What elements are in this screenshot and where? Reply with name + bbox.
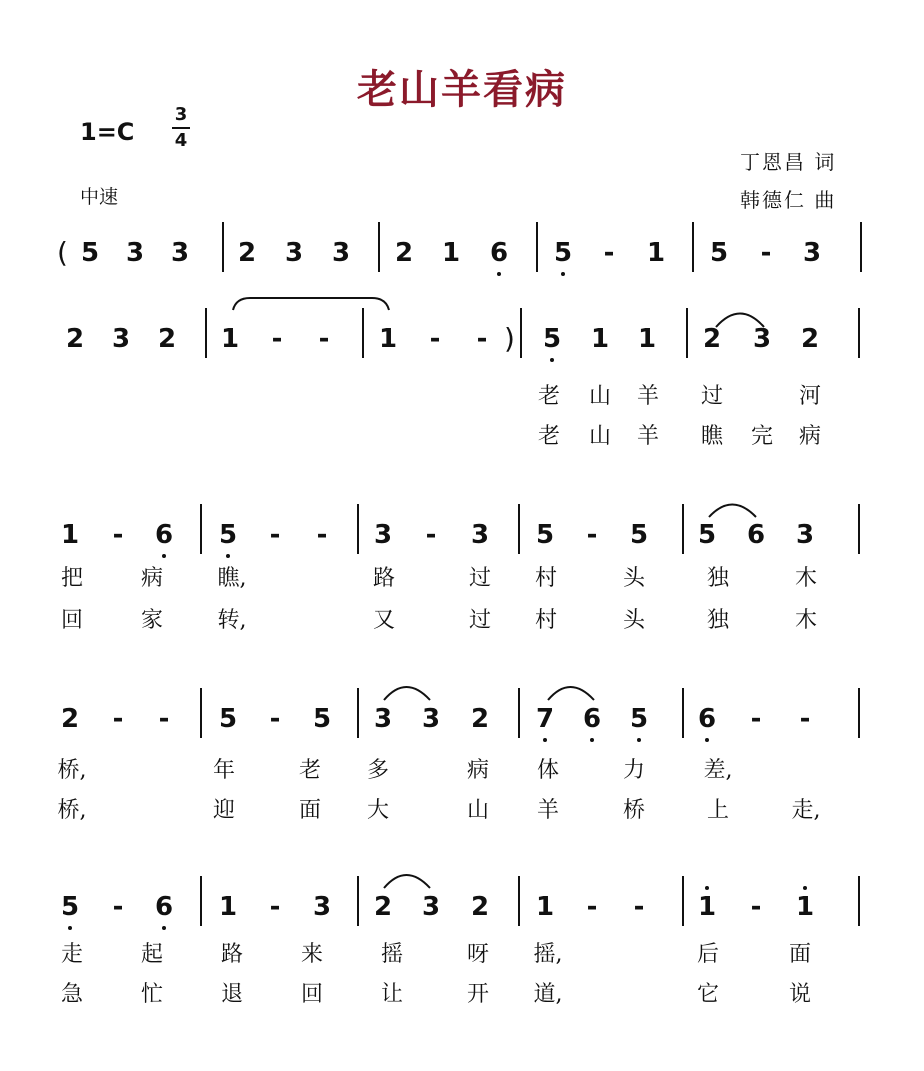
jianpu-note: 5 [629, 704, 649, 734]
jianpu-note: 5 [218, 704, 238, 734]
jianpu-note: 2 [470, 704, 490, 734]
lyric-syllable: 过 [468, 608, 491, 633]
lyric-syllable: 回 [60, 608, 83, 633]
lyric-syllable: 退 [220, 982, 243, 1007]
lyric-syllable: 又 [372, 608, 395, 633]
jianpu-note: 3 [795, 520, 815, 550]
lyric-syllable: 转, [217, 608, 247, 633]
lyric-syllable: 起 [140, 942, 163, 967]
lyric-syllable: 桥, [57, 798, 87, 823]
lyric-syllable: 独 [706, 566, 729, 591]
lyric-syllable: 头 [622, 566, 645, 591]
jianpu-note: 6 [154, 892, 174, 922]
jianpu-note: 5 [629, 520, 649, 550]
lyric-syllable: 来 [300, 942, 323, 967]
lyric-syllable: 迎 [212, 798, 235, 823]
lyric-syllable: 村 [534, 566, 557, 591]
jianpu-note: 5 [312, 704, 332, 734]
lyric-syllable: 瞧 [700, 424, 723, 449]
jianpu-note: 1 [590, 324, 610, 354]
lyric-syllable: 羊 [536, 798, 559, 823]
lyric-syllable: 它 [696, 982, 719, 1007]
song-title: 老山羊看病 [357, 67, 567, 113]
lyric-syllable: 走, [791, 798, 821, 823]
lyric-syllable: 病 [466, 758, 489, 783]
lyric-syllable: 摇, [533, 942, 563, 967]
sustain-dash: - [760, 238, 772, 268]
key-signature: 1=C [80, 118, 135, 146]
jianpu-note: 6 [489, 238, 509, 268]
lyric-syllable: 忙 [140, 982, 163, 1007]
jianpu-note: 3 [373, 520, 393, 550]
lyric-syllable: 大 [366, 798, 389, 823]
lyric-syllable: 上 [706, 798, 729, 823]
jianpu-note: 1 [220, 324, 240, 354]
jianpu-note: 1 [795, 892, 815, 922]
paren: ( [57, 236, 68, 269]
jianpu-note: 3 [802, 238, 822, 268]
lyric-syllable: 桥, [57, 758, 87, 783]
lyric-syllable: 头 [622, 608, 645, 633]
slur-arc [384, 687, 430, 700]
slur-arc [384, 875, 430, 888]
jianpu-note: 5 [553, 238, 573, 268]
lyric-syllable: 山 [588, 384, 611, 409]
lyric-syllable: 家 [140, 608, 163, 633]
lyric-syllable: 摇 [380, 942, 403, 967]
lyric-syllable: 开 [466, 982, 489, 1007]
lyric-syllable: 羊 [636, 384, 659, 409]
jianpu-note: 2 [60, 704, 80, 734]
jianpu-note: 6 [746, 520, 766, 550]
jianpu-note: 2 [702, 324, 722, 354]
lyric-syllable: 病 [798, 424, 821, 449]
sustain-dash: - [112, 520, 124, 550]
jianpu-note: 6 [697, 704, 717, 734]
lyric-syllable: 面 [788, 942, 811, 967]
jianpu-note: 3 [111, 324, 131, 354]
jianpu-note: 5 [535, 520, 555, 550]
sustain-dash: - [799, 704, 811, 734]
jianpu-note: 1 [697, 892, 717, 922]
lyric-syllable: 独 [706, 608, 729, 633]
jianpu-note: 2 [373, 892, 393, 922]
lyric-syllable: 河 [798, 384, 821, 409]
jianpu-note: 3 [312, 892, 332, 922]
sustain-dash: - [633, 892, 645, 922]
sustain-dash: - [158, 704, 170, 734]
slur-arc [709, 505, 756, 518]
lyric-syllable: 多 [366, 758, 389, 783]
sustain-dash: - [750, 892, 762, 922]
sustain-dash: - [425, 520, 437, 550]
jianpu-note: 2 [65, 324, 85, 354]
sustain-dash: - [318, 324, 330, 354]
lyric-syllable: 过 [700, 384, 723, 409]
lyric-syllable: 后 [696, 942, 719, 967]
lyric-syllable: 木 [794, 608, 817, 633]
lyric-syllable: 回 [300, 982, 323, 1007]
lyric-syllable: 面 [298, 798, 321, 823]
lyric-syllable: 差, [703, 758, 733, 783]
sustain-dash: - [429, 324, 441, 354]
lyric-syllable: 老 [537, 424, 560, 449]
jianpu-note: 7 [535, 704, 555, 734]
lyric-syllable: 过 [468, 566, 491, 591]
jianpu-note: 3 [470, 520, 490, 550]
sustain-dash: - [269, 704, 281, 734]
lyric-syllable: 说 [788, 982, 811, 1007]
sustain-dash: - [316, 520, 328, 550]
lyric-syllable: 力 [622, 758, 645, 783]
paren: ) [504, 322, 515, 355]
lyric-syllable: 桥 [622, 798, 645, 823]
jianpu-note: 5 [218, 520, 238, 550]
jianpu-note: 3 [284, 238, 304, 268]
lyric-syllable: 年 [212, 758, 235, 783]
jianpu-note: 3 [373, 704, 393, 734]
sustain-dash: - [271, 324, 283, 354]
lyric-syllable: 瞧, [217, 566, 247, 591]
jianpu-note: 2 [394, 238, 414, 268]
slur-arc [716, 314, 764, 328]
jianpu-note: 1 [637, 324, 657, 354]
lyric-syllable: 让 [380, 982, 403, 1007]
jianpu-note: 2 [157, 324, 177, 354]
jianpu-note: 5 [60, 892, 80, 922]
jianpu-note: 5 [542, 324, 562, 354]
jianpu-note: 2 [800, 324, 820, 354]
lyric-syllable: 路 [220, 942, 243, 967]
lyric-syllable: 病 [140, 566, 163, 591]
sustain-dash: - [586, 892, 598, 922]
slur-arc [548, 687, 594, 700]
jianpu-note: 1 [378, 324, 398, 354]
lyric-syllable: 木 [794, 566, 817, 591]
jianpu-note: 6 [154, 520, 174, 550]
lyricist-credit: 丁恩昌 词 [740, 150, 837, 174]
composer-credit: 韩德仁 曲 [740, 188, 837, 212]
tempo-marking: 中速 [80, 186, 119, 208]
lyric-syllable: 老 [537, 384, 560, 409]
lyric-syllable: 把 [60, 566, 83, 591]
tie-arc [233, 298, 389, 310]
jianpu-note: 3 [170, 238, 190, 268]
jianpu-note: 1 [441, 238, 461, 268]
lyric-syllable: 道, [533, 982, 563, 1007]
sustain-dash: - [112, 892, 124, 922]
jianpu-note: 2 [237, 238, 257, 268]
sustain-dash: - [586, 520, 598, 550]
lyric-syllable: 羊 [636, 424, 659, 449]
jianpu-note: 1 [218, 892, 238, 922]
lyric-syllable: 老 [298, 758, 321, 783]
jianpu-note: 1 [646, 238, 666, 268]
sustain-dash: - [476, 324, 488, 354]
lyric-syllable: 完 [750, 424, 773, 449]
meter-top: 3 [174, 104, 188, 125]
lyric-syllable: 体 [536, 758, 559, 783]
sustain-dash: - [269, 520, 281, 550]
jianpu-note: 5 [709, 238, 729, 268]
sustain-dash: - [269, 892, 281, 922]
lyric-syllable: 山 [466, 798, 489, 823]
lyric-syllable: 呀 [466, 942, 489, 967]
jianpu-note: 6 [582, 704, 602, 734]
sustain-dash: - [750, 704, 762, 734]
jianpu-note: 3 [331, 238, 351, 268]
lyric-syllable: 山 [588, 424, 611, 449]
jianpu-note: 1 [535, 892, 555, 922]
jianpu-note: 3 [752, 324, 772, 354]
jianpu-note: 3 [125, 238, 145, 268]
jianpu-note: 1 [60, 520, 80, 550]
sustain-dash: - [112, 704, 124, 734]
lyric-syllable: 走 [60, 942, 83, 967]
meter-bottom: 4 [174, 130, 188, 151]
lyric-syllable: 急 [60, 982, 83, 1007]
jianpu-note: 5 [697, 520, 717, 550]
jianpu-note: 3 [421, 704, 441, 734]
sustain-dash: - [603, 238, 615, 268]
lyric-syllable: 路 [372, 566, 395, 591]
lyric-syllable: 村 [534, 608, 557, 633]
jianpu-note: 2 [470, 892, 490, 922]
jianpu-note: 5 [80, 238, 100, 268]
jianpu-note: 3 [421, 892, 441, 922]
